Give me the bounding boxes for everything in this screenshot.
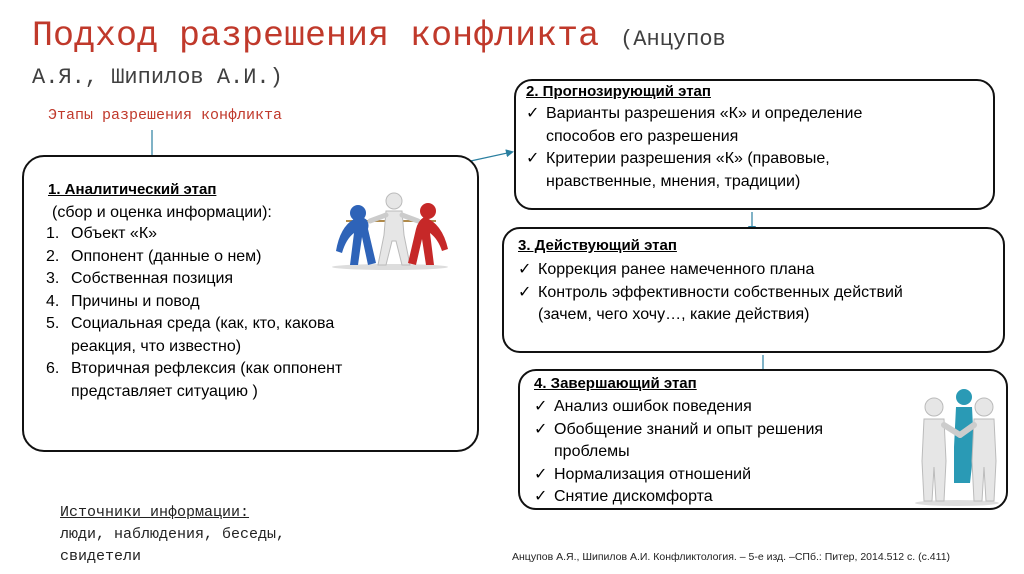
list-item: 1. Объект «К» — [46, 225, 158, 242]
title-main: Подход разрешения конфликта — [32, 16, 600, 56]
stages-subtitle: Этапы разрешения конфликта — [48, 107, 283, 124]
stage1-subtitle: (сбор и оценка информации): — [52, 204, 272, 221]
stage1-title: 1. Аналитический этап — [48, 181, 217, 198]
sources-heading: Источники информации: — [60, 504, 250, 521]
list-item: ✓ Обобщение знаний и опыт решения проблемы — [534, 419, 894, 464]
handshake-figures-icon — [912, 383, 1002, 507]
title-author-line2: А.Я., Шипилов А.И.) — [32, 65, 283, 90]
stage4-box — [518, 369, 1008, 510]
stage3-title: 3. Действующий этап — [518, 237, 677, 254]
list-item: 4. Причины и повод — [46, 292, 200, 310]
title-author-line1: (Анцупов — [620, 27, 726, 52]
list-item: ✓ Варианты разрешения «К» и определение способов его разрешения — [526, 103, 982, 148]
information-sources — [60, 502, 285, 568]
check-icon: ✓ — [534, 488, 548, 505]
list-item: 3. Собственная позиция — [46, 270, 234, 287]
stage2-title: 2. Прогнозирующий этап — [526, 83, 711, 100]
list-item: ✓ Снятие дискомфорта — [534, 486, 894, 509]
stage4-list — [534, 396, 894, 509]
stage1-box — [22, 155, 479, 452]
stage2-box — [514, 79, 995, 210]
stage3-box — [502, 227, 1005, 353]
list-item: 2. Оппонент (данные о нем) — [46, 247, 262, 265]
check-icon: ✓ — [518, 261, 532, 278]
stage2-list — [526, 103, 982, 193]
list-item: 5. Социальная среда (как, кто, какова реакция, что известно) — [46, 315, 335, 355]
citation: Анцупов А.Я., Шипилов А.И. Конфликтология. – 5-е изд. –СПб.: Питер, 2014.512 с. (с.411) — [512, 551, 951, 563]
list-item: ✓ Анализ ошибок поведения — [534, 396, 894, 419]
list-item: ✓ Коррекция ранее намеченного плана — [518, 259, 994, 282]
sources-line2: свидетели — [60, 548, 142, 565]
check-icon: ✓ — [518, 283, 532, 301]
check-icon: ✓ — [526, 105, 540, 122]
sources-line1: люди, наблюдения, беседы, — [60, 526, 286, 543]
tug-of-war-figures-icon — [324, 191, 456, 271]
check-icon: ✓ — [526, 150, 540, 167]
list-item: ✓ Критерии разрешения «К» (правовые, нравственные, мнения, традиции) — [526, 148, 982, 193]
arrow-stage1-to-stage2 — [466, 152, 512, 162]
stage3-list — [518, 259, 994, 327]
check-icon: ✓ — [534, 398, 548, 415]
check-icon: ✓ — [534, 465, 548, 483]
list-item: ✓ Контроль эффективности собственных действий (зачем, чего хочу…, какие действия) — [518, 282, 994, 327]
list-item: 6. Вторичная рефлексия (как оппонент представляет ситуацию ) — [46, 360, 343, 400]
check-icon: ✓ — [534, 420, 548, 438]
stage4-title: 4. Завершающий этап — [534, 375, 697, 392]
list-item: ✓ Нормализация отношений — [534, 464, 894, 487]
